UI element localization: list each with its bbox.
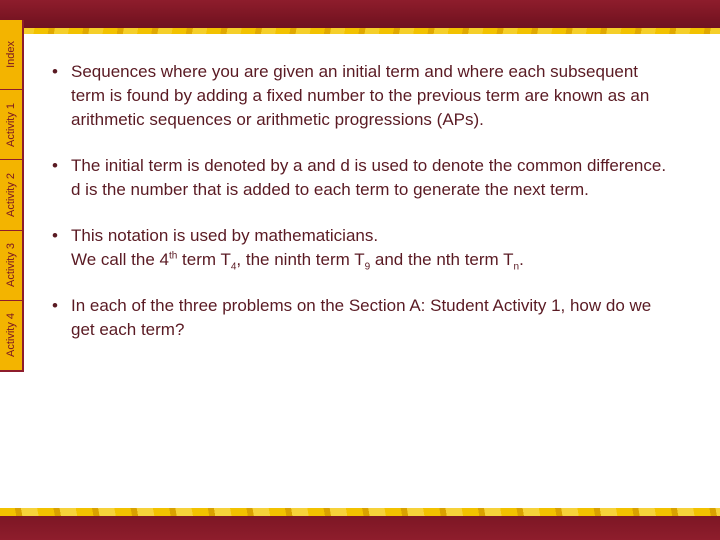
bullet-dot: •: [52, 296, 58, 315]
terms-sub-n: n: [513, 261, 520, 273]
tab-activity-4-label: Activity 4: [5, 313, 17, 358]
bullet-item: [52, 60, 672, 132]
tab-activity-1-label: Activity 1: [5, 102, 17, 147]
tab-activity-2[interactable]: [0, 160, 22, 230]
terms-text-d: and the nth term T: [370, 250, 514, 269]
bullet-item: [52, 224, 672, 272]
bullet-text-question: In each of the three problems on the Section A: Student Activity 1, how do we get each term?: [71, 296, 652, 339]
bullet-item: [52, 294, 672, 342]
tab-activity-3[interactable]: [0, 231, 22, 301]
slide-content: [52, 60, 672, 364]
tab-activity-2-label: Activity 2: [5, 173, 17, 218]
terms-text-e: .: [519, 250, 524, 269]
bullet-item: [52, 154, 672, 202]
terms-sup-th: th: [168, 250, 178, 262]
bullet-dot: •: [52, 62, 58, 81]
terms-text-b: term T: [177, 250, 231, 269]
top-decorative-band: [0, 0, 720, 30]
bullet-dot: •: [52, 156, 58, 175]
bullet-dot: •: [52, 226, 58, 245]
tab-activity-3-label: Activity 3: [5, 243, 17, 288]
terms-intro: This notation is used by mathematicians.: [71, 226, 379, 245]
terms-text-c: , the ninth term T: [236, 250, 365, 269]
bullet-text-notation: The initial term is denoted by a and d is used to denote the common difference. d is the number that is added to each term to generate the next term.: [71, 156, 667, 199]
terms-text-a: We call the 4: [71, 250, 169, 269]
tab-index-label: Index: [5, 41, 17, 69]
bullet-text-terms: [71, 224, 672, 272]
terms-sub-9: 9: [364, 261, 371, 273]
tab-activity-4[interactable]: [0, 301, 22, 370]
bottom-decorative-band: [0, 512, 720, 540]
tab-index[interactable]: [0, 20, 22, 90]
bullet-text-definition: Sequences where you are given an initial term and where each subsequent term is found by adding a fixed number to the previous term are known as an arithmetic sequences or arithmetic progressions (APs).: [71, 62, 650, 129]
side-navigation: [0, 20, 24, 372]
tab-activity-1[interactable]: [0, 90, 22, 160]
terms-sub-4: 4: [230, 261, 237, 273]
